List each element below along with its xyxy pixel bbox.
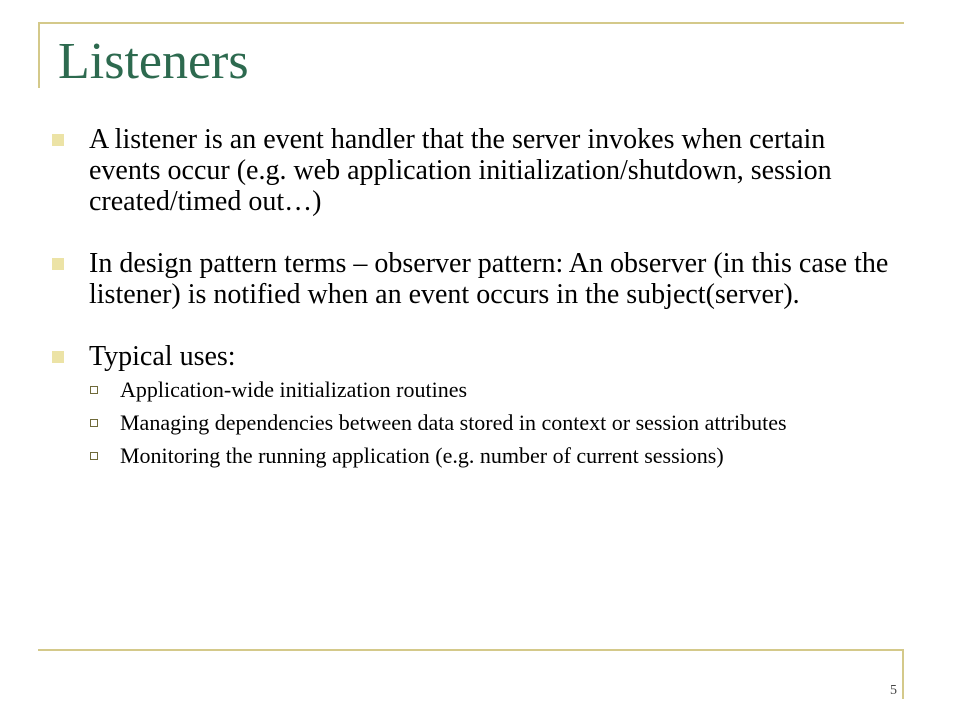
slide-title: Listeners	[58, 33, 249, 90]
bullet-item	[52, 248, 892, 310]
hollow-square-bullet-icon	[90, 386, 98, 394]
hollow-square-bullet-icon	[90, 452, 98, 460]
top-accent-line	[38, 22, 904, 24]
sub-bullet-text: Monitoring the running application (e.g. number of current sessions)	[120, 443, 724, 468]
square-bullet-icon	[52, 351, 64, 363]
square-bullet-icon	[52, 134, 64, 146]
sub-bullet-list	[52, 378, 892, 468]
sub-bullet-item	[90, 411, 892, 435]
bottom-accent-line	[38, 649, 904, 651]
bullet-text: In design pattern terms – observer pattern: An observer (in this case the listener) is notified when an event occurs in the subject(server).	[89, 248, 889, 310]
sub-bullet-text: Managing dependencies between data stored in context or session attributes	[120, 410, 787, 435]
bullet-text: A listener is an event handler that the server invokes when certain events occur (e.g. web application initialization/shutdown, session created/timed out…)	[89, 124, 832, 217]
left-accent-line	[38, 22, 40, 88]
bullet-text: Typical uses:	[89, 341, 236, 372]
right-accent-line	[902, 651, 904, 699]
bullet-item	[52, 124, 892, 217]
hollow-square-bullet-icon	[90, 419, 98, 427]
sub-bullet-item	[90, 444, 892, 468]
sub-bullet-text: Application-wide initialization routines	[120, 377, 468, 402]
sub-bullet-item	[90, 378, 892, 402]
page-number: 5	[890, 683, 897, 698]
square-bullet-icon	[52, 258, 64, 270]
slide-content	[52, 124, 892, 477]
bullet-item	[52, 341, 892, 372]
